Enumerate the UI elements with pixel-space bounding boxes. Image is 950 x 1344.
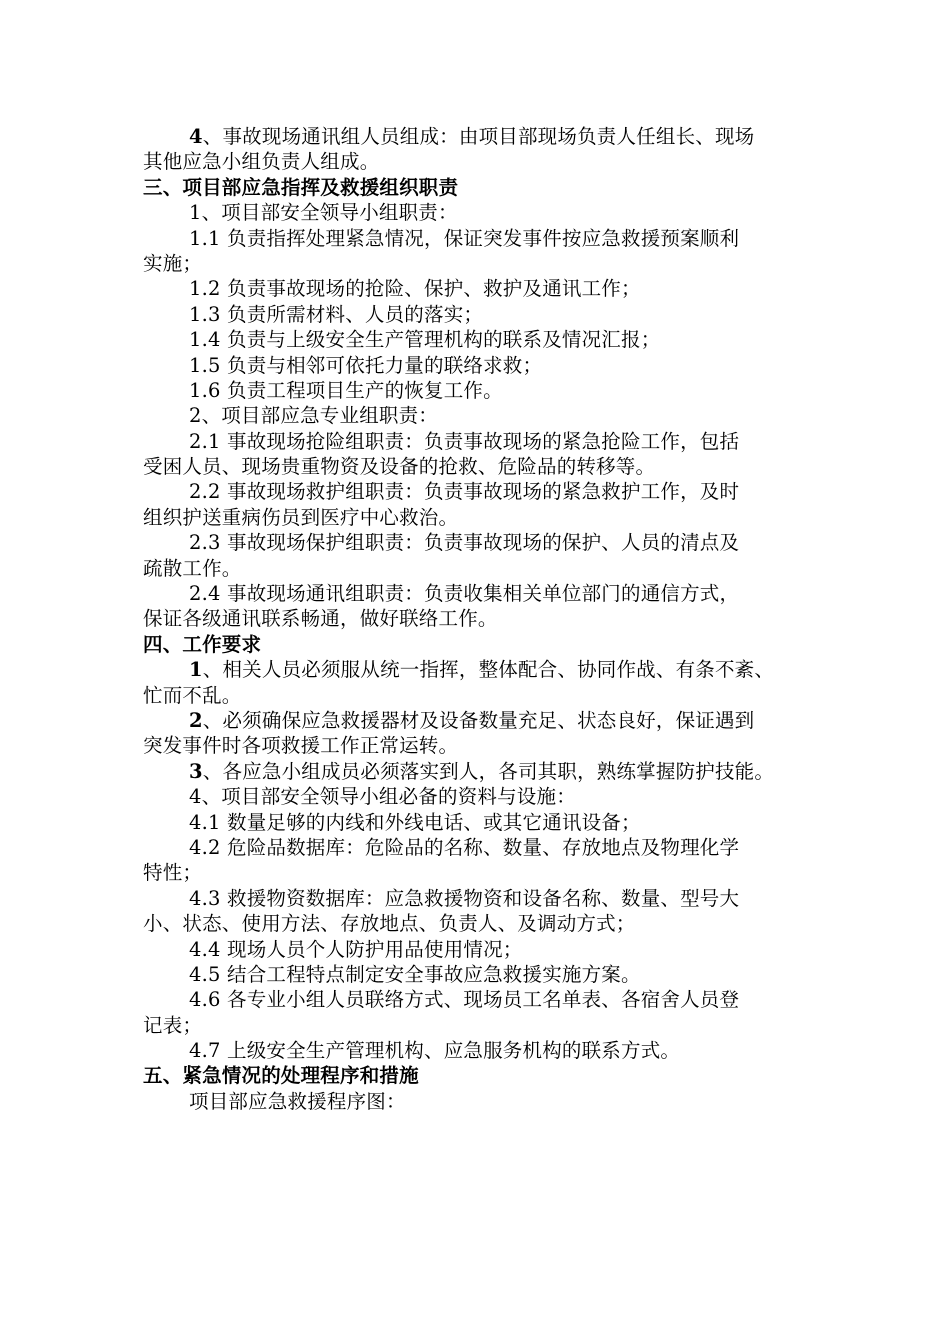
line-text: 1.4 负责与上级安全生产管理机构的联系及情况汇报； (189, 328, 661, 352)
document-body (143, 124, 810, 1114)
line-text: 4.1 数量足够的内线和外线电话、或其它通讯设备； (189, 810, 641, 834)
line-text: 忙而不乱。 (143, 683, 242, 707)
line-text: 1.5 负责与相邻可依托力量的联络求救； (189, 353, 543, 377)
line-text: 4.5 结合工程特点制定安全事故应急救援实施方案。 (189, 962, 641, 986)
line-text: 4.7 上级安全生产管理机构、应急服务机构的联系方式。 (189, 1039, 681, 1063)
line-text: 、必须确保应急救援器材及设备数量充足、状态良好，保证遇到 (202, 708, 755, 732)
paragraph-line (143, 327, 810, 352)
line-text: 四、工作要求 (143, 632, 262, 656)
line-text: 1.3 负责所需材料、人员的落实； (189, 302, 484, 326)
paragraph-line (143, 124, 810, 149)
line-text: 4.6 各专业小组人员联络方式、现场员工名单表、各宿舍人员登 (189, 988, 740, 1012)
paragraph-line (143, 505, 810, 530)
line-text: 小、状态、使用方法、存放地点、负责人、及调动方式； (143, 912, 636, 936)
line-text: 保证各级通讯联系畅通，做好联络工作。 (143, 607, 498, 631)
paragraph-line (143, 606, 810, 631)
line-text: 4.2 危险品数据库：危险品的名称、数量、存放地点及物理化学 (189, 835, 740, 859)
paragraph-line (143, 911, 810, 936)
paragraph-line (143, 937, 810, 962)
item-number: 3 (189, 759, 203, 783)
paragraph-line (143, 657, 810, 682)
line-text: 4.4 现场人员个人防护用品使用情况； (189, 937, 523, 961)
line-text: 1.1 负责指挥处理紧急情况，保证突发事件按应急救援预案顺利 (189, 226, 740, 250)
paragraph-line (143, 962, 810, 987)
paragraph-line (143, 784, 810, 809)
paragraph-line (143, 403, 810, 428)
section-heading (143, 632, 810, 657)
paragraph-line (143, 733, 810, 758)
line-text: 2.2 事故现场救护组职责：负责事故现场的紧急救护工作，及时 (189, 480, 740, 504)
paragraph-line (143, 353, 810, 378)
line-text: 疏散工作。 (143, 556, 242, 580)
line-text: 三、项目部应急指挥及救援组织职责 (143, 175, 459, 199)
paragraph-line (143, 860, 810, 885)
line-text: 2、项目部应急专业组职责： (189, 404, 439, 428)
line-text: 4、项目部安全领导小组必备的资料与设施： (189, 785, 576, 809)
paragraph-line (143, 479, 810, 504)
paragraph-line (143, 886, 810, 911)
item-number: 1 (189, 658, 203, 682)
line-text: 、事故现场通讯组人员组成：由项目部现场负责人任组长、现场 (202, 125, 755, 148)
paragraph-line (143, 835, 810, 860)
item-number: 4 (189, 125, 203, 148)
paragraph-line (143, 251, 810, 276)
line-text: 突发事件时各项救援工作正常运转。 (143, 734, 459, 758)
line-text: 组织护送重病伤员到医疗中心救治。 (143, 505, 459, 529)
paragraph-line (143, 556, 810, 581)
paragraph-line (143, 1089, 810, 1114)
line-text: 2.3 事故现场保护组职责：负责事故现场的保护、人员的清点及 (189, 531, 740, 555)
line-text: 五、紧急情况的处理程序和措施 (143, 1064, 419, 1088)
line-text: 实施； (143, 251, 203, 275)
item-number: 2 (189, 708, 203, 732)
line-text: 1.2 负责事故现场的抢险、保护、救护及通讯工作； (189, 277, 641, 301)
section-heading (143, 1063, 810, 1088)
line-text: 2.1 事故现场抢险组职责：负责事故现场的紧急抢险工作，包括 (189, 429, 740, 453)
paragraph-line (143, 200, 810, 225)
paragraph-line (143, 530, 810, 555)
paragraph-line (143, 378, 810, 403)
section-heading (143, 175, 810, 200)
paragraph-line (143, 683, 810, 708)
paragraph-line (143, 1038, 810, 1063)
paragraph-line (143, 987, 810, 1012)
paragraph-line (143, 759, 810, 784)
line-text: 记表； (143, 1013, 203, 1037)
line-text: 、相关人员必须服从统一指挥，整体配合、协同作战、有条不紊、 (202, 658, 775, 682)
line-text: 其他应急小组负责人组成。 (143, 150, 380, 174)
paragraph-line (143, 226, 810, 251)
paragraph-line (143, 581, 810, 606)
line-text: 4.3 救援物资数据库：应急救援物资和设备名称、数量、型号大 (189, 886, 740, 910)
paragraph-line (143, 1013, 810, 1038)
line-text: 特性； (143, 861, 203, 885)
line-text: 受困人员、现场贵重物资及设备的抢救、危险品的转移等。 (143, 455, 656, 479)
paragraph-line (143, 302, 810, 327)
line-text: 、各应急小组成员必须落实到人，各司其职，熟练掌握防护技能。 (202, 759, 775, 783)
paragraph-line (143, 708, 810, 733)
line-text: 1.6 负责工程项目生产的恢复工作。 (189, 378, 503, 402)
paragraph-line (143, 276, 810, 301)
paragraph-line (143, 454, 810, 479)
line-text: 2.4 事故现场通讯组职责：负责收集相关单位部门的通信方式， (189, 582, 740, 606)
line-text: 项目部应急救援程序图： (189, 1089, 406, 1113)
paragraph-line (143, 149, 810, 174)
paragraph-line (143, 810, 810, 835)
paragraph-line (143, 429, 810, 454)
line-text: 1、项目部安全领导小组职责： (189, 201, 458, 225)
